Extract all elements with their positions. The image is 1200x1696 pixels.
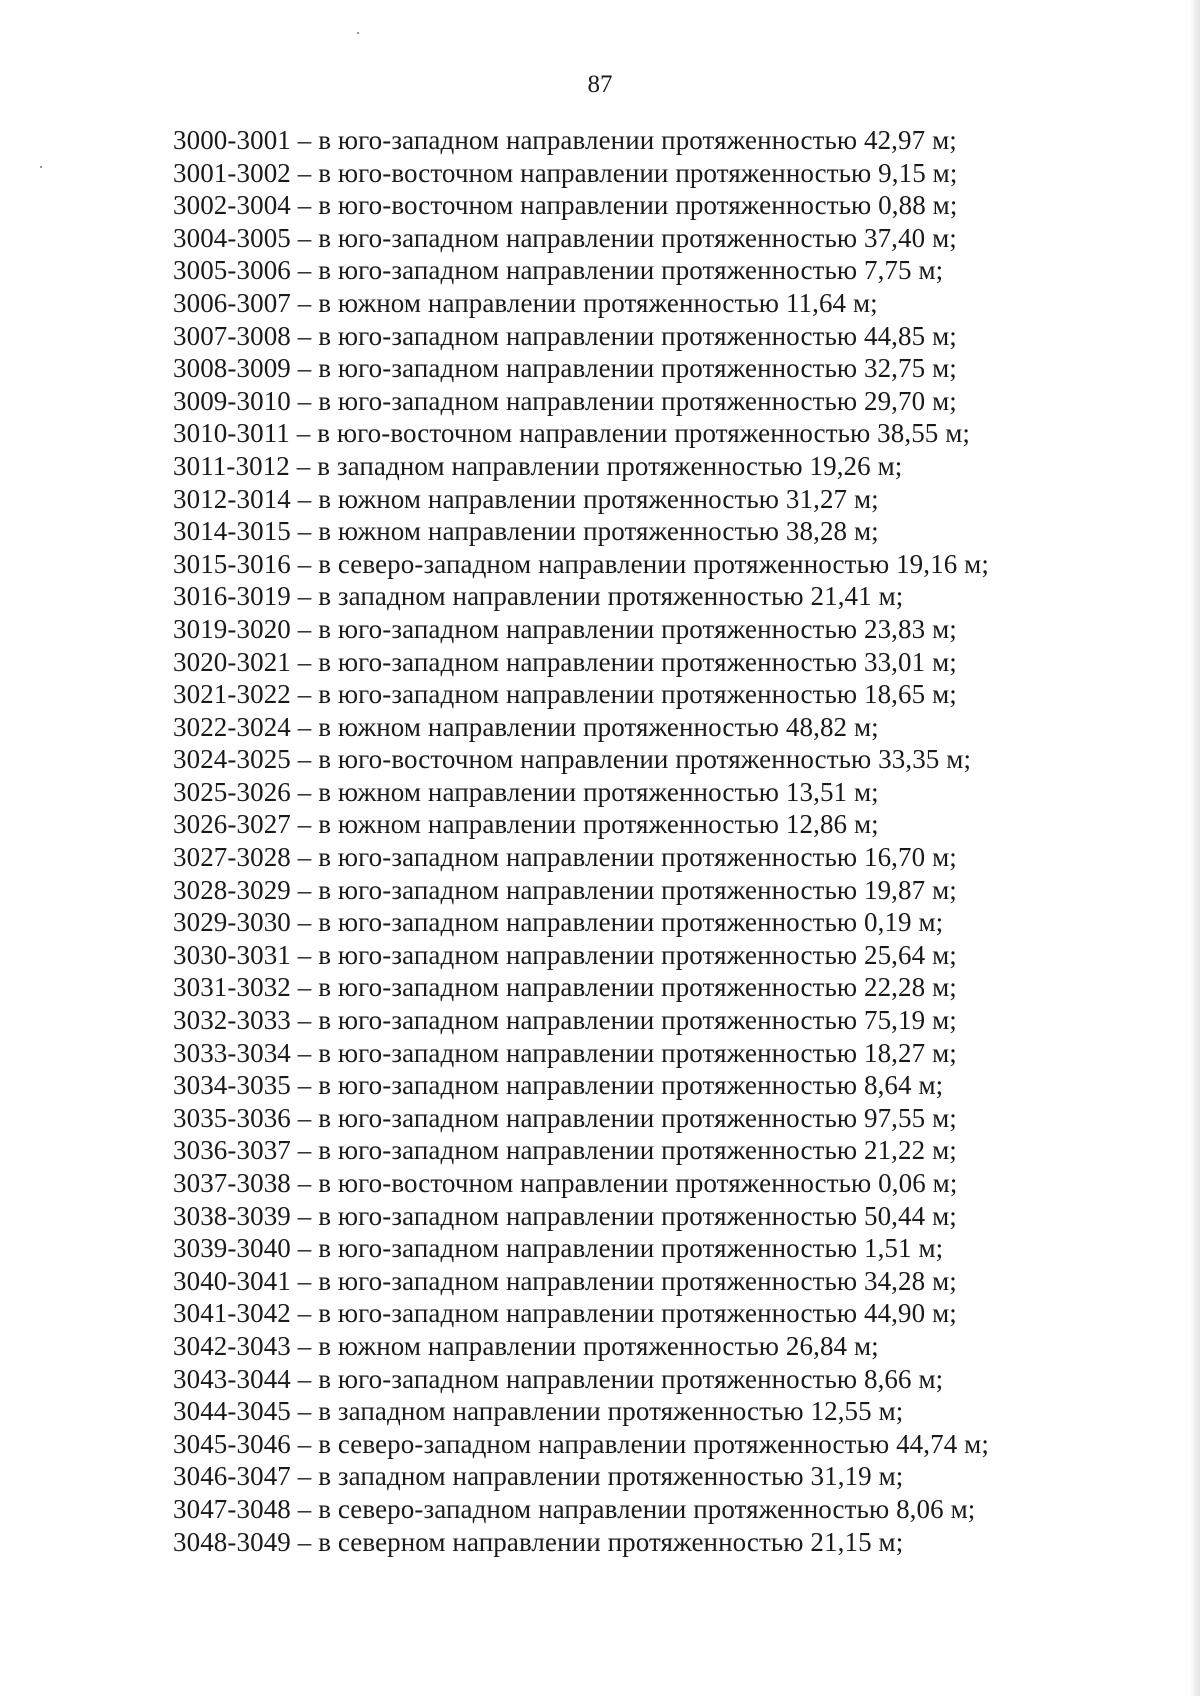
- boundary-segment-line: 3031-3032 – в юго-западном направлении протяженностью 22,28 м;: [173, 972, 957, 1003]
- scan-edge-shadow: [1190, 0, 1200, 1696]
- scan-dot: [40, 166, 42, 168]
- boundary-segment-line: 3046-3047 – в западном направлении протяженностью 31,19 м;: [173, 1461, 904, 1492]
- boundary-segment-line: 3041-3042 – в юго-западном направлении протяженностью 44,90 м;: [173, 1298, 957, 1329]
- boundary-segment-line: 3029-3030 – в юго-западном направлении протяженностью 0,19 м;: [173, 907, 944, 938]
- boundary-segment-line: 3032-3033 – в юго-западном направлении протяженностью 75,19 м;: [173, 1005, 957, 1036]
- boundary-segment-line: 3042-3043 – в южном направлении протяженностью 26,84 м;: [173, 1330, 879, 1361]
- page-number: 87: [587, 71, 613, 98]
- boundary-segment-line: 3012-3014 – в южном направлении протяженностью 31,27 м;: [173, 483, 879, 514]
- boundary-segment-line: 3020-3021 – в юго-западном направлении протяженностью 33,01 м;: [173, 646, 957, 677]
- boundary-segment-line: 3025-3026 – в южном направлении протяженностью 13,51 м;: [173, 776, 879, 807]
- boundary-segment-line: 3026-3027 – в южном направлении протяженностью 12,86 м;: [173, 809, 879, 840]
- boundary-segment-line: 3014-3015 – в южном направлении протяженностью 38,28 м;: [173, 516, 879, 547]
- boundary-segment-line: 3024-3025 – в юго-восточном направлении протяженностью 33,35 м;: [173, 744, 972, 775]
- boundary-segment-list: [173, 124, 1073, 1558]
- boundary-segment-line: 3010-3011 – в юго-восточном направлении протяженностью 38,55 м;: [173, 418, 971, 449]
- scan-dot: [357, 32, 359, 34]
- boundary-segment-line: 3045-3046 – в северо-западном направлении протяженностью 44,74 м;: [173, 1428, 989, 1459]
- boundary-segment-line: 3001-3002 – в юго-восточном направлении протяженностью 9,15 м;: [173, 157, 958, 188]
- boundary-segment-line: 3011-3012 – в западном направлении протяженностью 19,26 м;: [173, 450, 903, 481]
- boundary-segment-line: 3039-3040 – в юго-западном направлении протяженностью 1,51 м;: [173, 1233, 944, 1264]
- boundary-segment-line: 3048-3049 – в северном направлении протяженностью 21,15 м;: [173, 1526, 904, 1557]
- boundary-segment-line: 3033-3034 – в юго-западном направлении протяженностью 18,27 м;: [173, 1037, 957, 1068]
- boundary-segment-line: 3022-3024 – в южном направлении протяженностью 48,82 м;: [173, 711, 879, 742]
- boundary-segment-line: 3043-3044 – в юго-западном направлении протяженностью 8,66 м;: [173, 1363, 944, 1394]
- boundary-segment-line: 3019-3020 – в юго-западном направлении протяженностью 23,83 м;: [173, 613, 957, 644]
- boundary-segment-line: 3027-3028 – в юго-западном направлении протяженностью 16,70 м;: [173, 842, 957, 873]
- boundary-segment-line: 3021-3022 – в юго-западном направлении протяженностью 18,65 м;: [173, 679, 957, 710]
- boundary-segment-line: 3007-3008 – в юго-западном направлении протяженностью 44,85 м;: [173, 320, 957, 351]
- boundary-segment-line: 3044-3045 – в западном направлении протяженностью 12,55 м;: [173, 1396, 904, 1427]
- boundary-segment-line: 3006-3007 – в южном направлении протяженностью 11,64 м;: [173, 287, 878, 318]
- boundary-segment-line: 3009-3010 – в юго-западном направлении протяженностью 29,70 м;: [173, 385, 957, 416]
- boundary-segment-line: 3040-3041 – в юго-западном направлении протяженностью 34,28 м;: [173, 1265, 957, 1296]
- boundary-segment-line: 3047-3048 – в северо-западном направлении протяженностью 8,06 м;: [173, 1493, 976, 1524]
- boundary-segment-line: 3002-3004 – в юго-восточном направлении протяженностью 0,88 м;: [173, 190, 958, 221]
- boundary-segment-line: 3035-3036 – в юго-западном направлении протяженностью 97,55 м;: [173, 1102, 957, 1133]
- boundary-segment-line: 3016-3019 – в западном направлении протяженностью 21,41 м;: [173, 581, 904, 612]
- boundary-segment-line: 3037-3038 – в юго-восточном направлении протяженностью 0,06 м;: [173, 1168, 958, 1198]
- boundary-segment-line: 3036-3037 – в юго-западном направлении протяженностью 21,22 м;: [173, 1135, 957, 1166]
- boundary-segment-line: 3030-3031 – в юго-западном направлении протяженностью 25,64 м;: [173, 939, 957, 970]
- boundary-segment-line: 3034-3035 – в юго-западном направлении протяженностью 8,64 м;: [173, 1070, 944, 1101]
- boundary-segment-line: 3028-3029 – в юго-западном направлении протяженностью 19,87 м;: [173, 874, 957, 905]
- boundary-segment-line: 3038-3039 – в юго-западном направлении протяженностью 50,44 м;: [173, 1200, 957, 1231]
- boundary-segment-line: 3015-3016 – в северо-западном направлении протяженностью 19,16 м;: [173, 548, 989, 579]
- boundary-segment-line: 3005-3006 – в юго-западном направлении протяженностью 7,75 м;: [173, 255, 944, 286]
- boundary-segment-line: 3008-3009 – в юго-западном направлении протяженностью 32,75 м;: [173, 353, 957, 384]
- boundary-segment-line: 3004-3005 – в юго-западном направлении протяженностью 37,40 м;: [173, 222, 957, 253]
- boundary-segment-line: 3000-3001 – в юго-западном направлении протяженностью 42,97 м;: [173, 125, 957, 155]
